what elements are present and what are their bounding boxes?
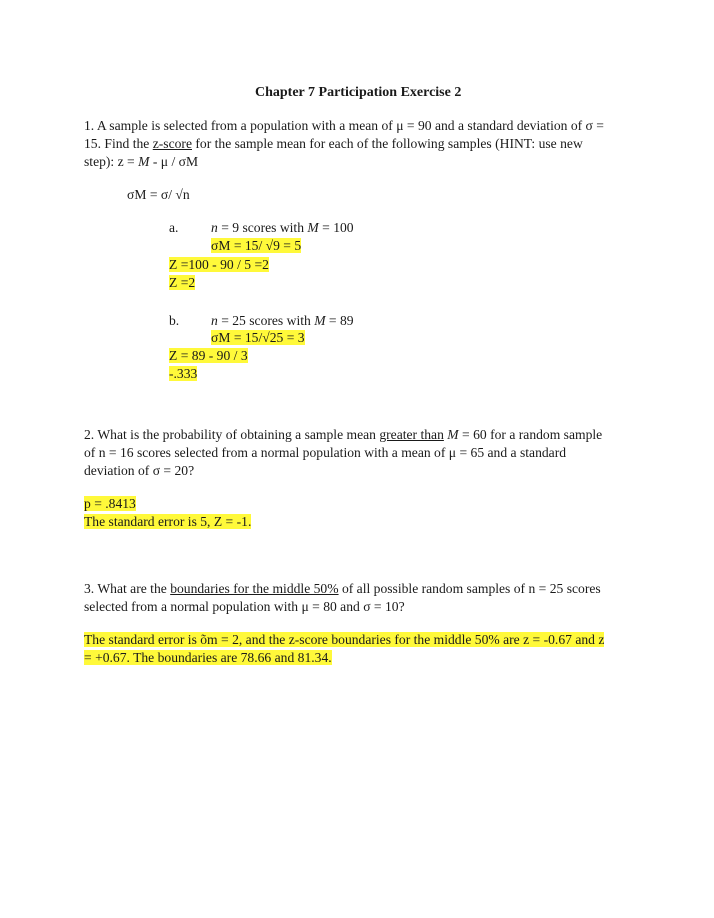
part-b-n-text: = 25 scores with [217,313,315,328]
q3-answer-line-1: The standard error is õm = 2, and the z-score boundaries for the middle 50% are z = -0.67 and z [84,632,605,647]
part-a-m-text: = 100 [318,220,354,235]
q1-line3-post: - μ / σM [149,154,199,169]
q3-text-line-2: selected from a normal population with μ = 80 and σ = 10? [84,599,405,614]
part-a-z-result: Z =2 [169,275,196,290]
q1-line2-post: for the sample mean for each of the following samples (HINT: use new [191,136,583,151]
q2-line1-mean-var: M [447,427,459,442]
q1-text-line-2 [84,135,583,153]
q2-text-line-1 [84,426,602,444]
part-a-m-var: M [307,220,319,235]
q2-line1-post: = 60 for a random sample [458,427,603,442]
part-a-z-calculation: Z =100 - 90 / 5 =2 [169,257,269,272]
q1-line3-mean-var: M [138,154,150,169]
part-a-sample [211,219,354,237]
q3-line1-post: of all possible random samples of n = 25 scores [338,581,601,596]
part-b-standard-error: σM = 15/√25 = 3 [211,330,305,345]
greater-than-term: greater than [379,427,444,442]
part-b-n-var: n [211,313,218,328]
part-b-label: b. [169,313,180,328]
q3-line1-pre: 3. What are the [84,581,171,596]
part-b-m-text: = 89 [325,313,354,328]
q2-line1-pre: 2. What is the probability of obtaining a sample mean [84,427,380,442]
q1-line2-pre: 15. Find the [84,136,153,151]
q2-answer-probability: p = .8413 [84,496,136,511]
part-b-z-result: -.333 [169,366,198,381]
q1-text-line-3 [84,153,198,171]
z-score-term: z-score [152,136,192,151]
q1-text-line-1: 1. A sample is selected from a population with a mean of μ = 90 and a standard deviation of σ = [84,118,604,133]
q2-answer-standard-error: The standard error is 5, Z = -1. [84,514,252,529]
part-b-sample [211,312,354,330]
part-a-label: a. [169,220,179,235]
standard-error-formula: σM = σ/ √n [127,187,190,202]
part-a-n-var: n [211,220,218,235]
q1-line3-pre: step): z = [84,154,139,169]
part-a-n-text: = 9 scores with [217,220,308,235]
q2-text-line-3: deviation of σ = 20? [84,463,195,478]
part-a-standard-error: σM = 15/ √9 = 5 [211,238,302,253]
part-b-z-calculation: Z = 89 - 90 / 3 [169,348,248,363]
q2-text-line-2: of n = 16 scores selected from a normal population with a mean of μ = 65 and a standard [84,445,567,460]
page-title: Chapter 7 Participation Exercise 2 [255,85,462,100]
part-b-m-var: M [314,313,326,328]
boundaries-term: boundaries for the middle 50% [170,581,339,596]
q3-text-line-1 [84,580,601,598]
q3-answer-line-2: = +0.67. The boundaries are 78.66 and 81.34. [84,650,332,665]
